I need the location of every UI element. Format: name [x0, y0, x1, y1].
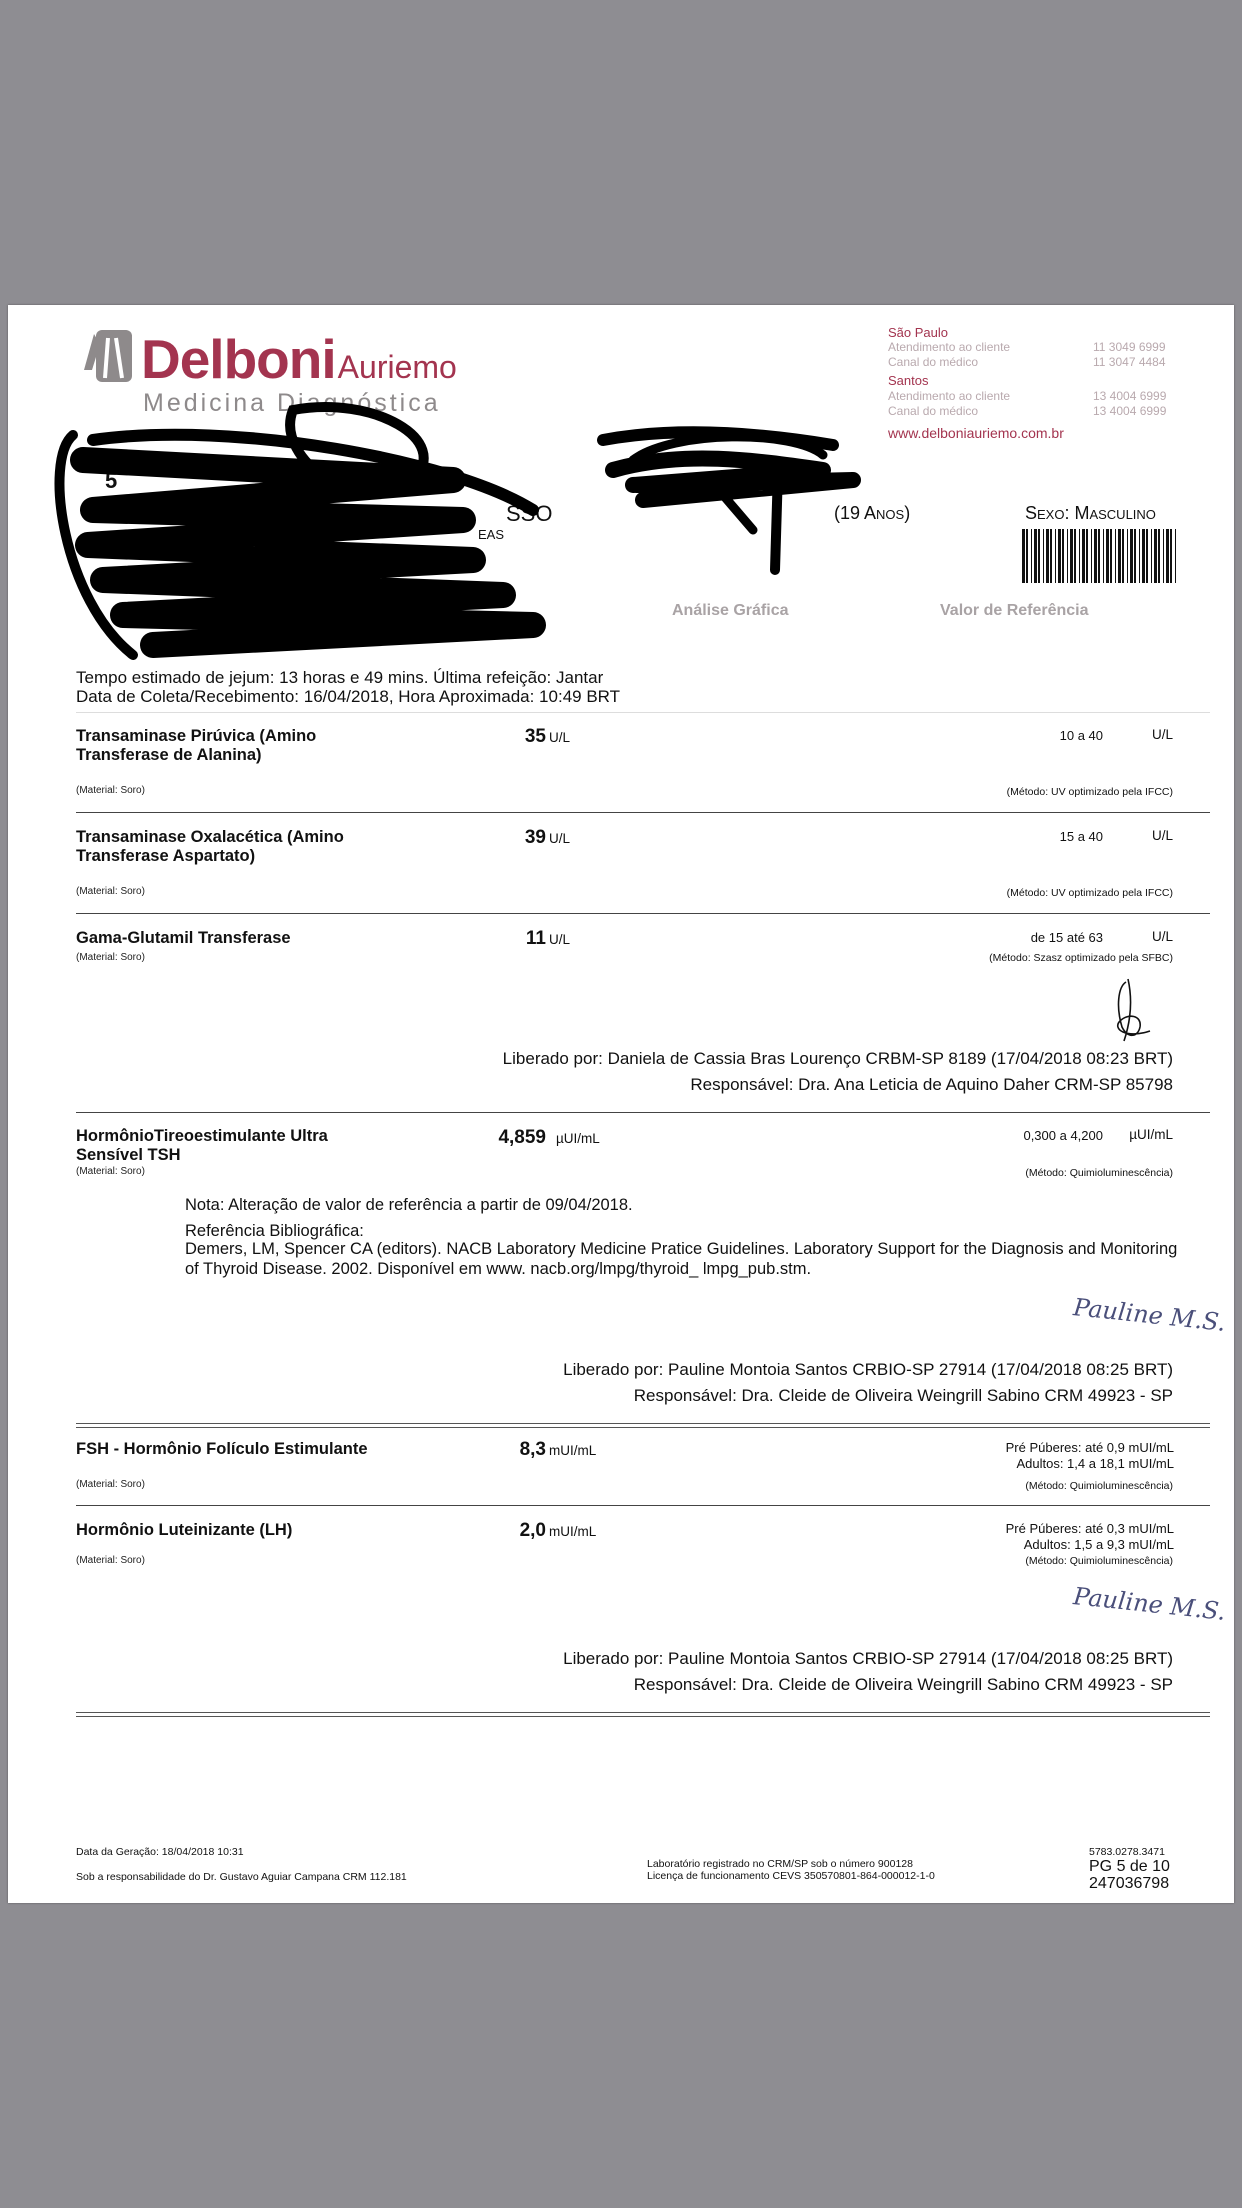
bibliography-title: Referência Bibliográfica:	[185, 1222, 364, 1240]
company-logo-text	[141, 327, 457, 391]
column-reference-heading: Valor de Referência	[940, 602, 1089, 619]
divider	[76, 1112, 1210, 1113]
material-label: (Material: Soro)	[76, 952, 145, 963]
reference-unit: U/L	[1151, 727, 1173, 742]
result-value-tsh: 4,859	[498, 1127, 546, 1148]
result-value-ggt: 11	[525, 928, 546, 949]
delboni-logo-icon	[78, 330, 134, 382]
responsibility-text: Sob a responsabilidade do Dr. Gustavo Aguiar Campana CRM 112.181	[76, 1871, 407, 1883]
material-label: (Material: Soro)	[76, 785, 145, 796]
reference-unit: U/L	[1151, 828, 1173, 843]
contact-label: Canal do médico	[888, 404, 979, 418]
method-label: (Método: UV optimizado pela IFCC)	[1006, 887, 1173, 899]
released-by: Liberado por: Pauline Montoia Santos CRBIO-SP 27914 (17/04/2018 08:25 BRT)	[563, 1649, 1173, 1668]
redaction-scribble	[33, 400, 953, 680]
responsible-doctor: Responsável: Dra. Ana Leticia de Aquino Daher CRM-SP 85798	[690, 1075, 1173, 1094]
method-label: (Método: Quimioluminescência)	[1025, 1480, 1173, 1492]
fasting-info: Tempo estimado de jejum: 13 horas e 49 mins. Última refeição: Jantar	[76, 668, 604, 687]
report-page	[8, 305, 1234, 1903]
test-name-ggt: Gama-Glutamil Transferase	[76, 929, 291, 947]
material-label: (Material: Soro)	[76, 1479, 145, 1490]
column-chart-heading: Análise Gráfica	[672, 602, 789, 619]
method-label: (Método: UV optimizado pela IFCC)	[1006, 786, 1173, 798]
lab-license: Licença de funcionamento CEVS 350570801-864-000012-1-0	[647, 1870, 935, 1882]
test-name-lh: Hormônio Luteinizante (LH)	[76, 1521, 293, 1539]
logo-sub: Auriemo	[337, 349, 457, 385]
reference-line-1: Pré Púberes: até 0,9 mUI/mL	[1005, 1440, 1174, 1455]
result-value-tgo: 39	[524, 827, 546, 848]
method-label: (Método: Szasz optimizado pela SFBC)	[989, 952, 1173, 964]
reference-range: 10 a 40	[1059, 728, 1103, 743]
patient-line2: EAS	[478, 527, 505, 542]
logo-main: Delboni	[141, 328, 336, 390]
signature-image: Pauline M.S.	[1071, 1582, 1227, 1626]
result-value-tgp: 35	[524, 726, 546, 747]
document-code: 5783.0278.3471	[1089, 1846, 1165, 1858]
material-label: (Material: Soro)	[76, 1166, 145, 1177]
result-unit: U/L	[549, 831, 571, 846]
test-name-fsh: FSH - Hormônio Folículo Estimulante	[76, 1440, 368, 1458]
contact-number: 13 4004 6999	[1093, 404, 1167, 418]
responsible-doctor: Responsável: Dra. Cleide de Oliveira Weingrill Sabino CRM 49923 - SP	[633, 1675, 1173, 1694]
note-text: Nota: Alteração de valor de referência a partir de 09/04/2018.	[185, 1196, 633, 1214]
contact-label: Atendimento ao cliente	[888, 340, 1011, 354]
responsible-doctor: Responsável: Dra. Cleide de Oliveira Weingrill Sabino CRM 49923 - SP	[633, 1386, 1173, 1405]
method-label: (Método: Quimioluminescência)	[1025, 1555, 1173, 1567]
result-value-fsh: 8,3	[519, 1439, 546, 1460]
contact-number: 11 3047 4484	[1093, 355, 1166, 369]
patient-age: (19 Anos)	[834, 503, 911, 523]
material-label: (Material: Soro)	[76, 886, 145, 897]
contact-number: 13 4004 6999	[1093, 389, 1167, 403]
logo-tagline: Medicina Diagnóstica	[143, 389, 441, 417]
reference-range: 15 a 40	[1059, 829, 1103, 844]
divider	[76, 1423, 1210, 1428]
test-name-tsh: HormônioTireoestimulante Ultra Sensível TSH	[76, 1127, 328, 1164]
divider	[76, 1712, 1210, 1717]
test-name-tgp: Transaminase Pirúvica (Amino Transferase de Alanina)	[76, 727, 317, 764]
lab-registry: Laboratório registrado no CRM/SP sob o número 900128	[647, 1858, 913, 1870]
divider	[76, 1505, 1210, 1506]
result-value-lh: 2,0	[519, 1520, 546, 1541]
contact-label: Canal do médico	[888, 355, 979, 369]
method-label: (Método: Quimioluminescência)	[1025, 1167, 1173, 1179]
collection-date: Data de Coleta/Recebimento: 16/04/2018, Hora Aproximada: 10:49 BRT	[76, 687, 621, 706]
reference-range: de 15 até 63	[1030, 930, 1103, 945]
city-sao-paulo: São Paulo	[888, 325, 948, 340]
website-link[interactable]: www.delboniauriemo.com.br	[888, 425, 1064, 441]
patient-name: SSO	[506, 501, 553, 526]
bibliography-text: Demers, LM, Spencer CA (editors). NACB Laboratory Medicine Pratice Guidelines. Laboratory Support for the Diagnosis and Monitoring of Thyroid Disease. 2002. Disponível em www. nacb.org/lmpg/thyroid_ lmpg_pub.stm.	[185, 1240, 1178, 1278]
patient-id: 5	[105, 468, 118, 493]
contact-label: Atendimento ao cliente	[888, 389, 1011, 403]
divider	[76, 913, 1210, 914]
contact-number: 11 3049 6999	[1093, 340, 1166, 354]
divider	[76, 812, 1210, 813]
page-number: PG 5 de 10	[1089, 1858, 1170, 1875]
released-by: Liberado por: Daniela de Cassia Bras Lourenço CRBM-SP 8189 (17/04/2018 08:23 BRT)	[502, 1049, 1173, 1068]
material-label: (Material: Soro)	[76, 1555, 145, 1566]
city-santos: Santos	[888, 373, 929, 388]
result-unit: mUI/mL	[549, 1443, 597, 1458]
reference-unit: U/L	[1151, 929, 1173, 944]
barcode-icon	[1022, 529, 1180, 583]
signature-image: Pauline M.S.	[1071, 1293, 1227, 1337]
reference-line-1: Pré Púberes: até 0,3 mUI/mL	[1005, 1521, 1174, 1536]
result-unit: mUI/mL	[549, 1524, 597, 1539]
reference-line-2: Adultos: 1,4 a 18,1 mUI/mL	[1016, 1456, 1174, 1471]
generation-date: Data da Geração: 18/04/2018 10:31	[76, 1846, 244, 1858]
contact-row	[888, 355, 1188, 369]
reference-unit: µUI/mL	[1129, 1127, 1173, 1142]
result-unit: U/L	[549, 730, 571, 745]
document-number: 247036798	[1089, 1875, 1170, 1892]
reference-line-2: Adultos: 1,5 a 9,3 mUI/mL	[1023, 1537, 1174, 1552]
released-by: Liberado por: Pauline Montoia Santos CRBIO-SP 27914 (17/04/2018 08:25 BRT)	[563, 1360, 1173, 1379]
test-name-tgo: Transaminase Oxalacética (Amino Transferase Aspartato)	[76, 828, 344, 865]
divider	[76, 712, 1210, 713]
contact-row	[888, 340, 1188, 354]
signature-image	[1098, 977, 1158, 1047]
result-unit: U/L	[549, 932, 571, 947]
result-unit: µUI/mL	[556, 1131, 600, 1146]
reference-range: 0,300 a 4,200	[1023, 1128, 1103, 1143]
patient-sex: Sexo: Masculino	[1025, 503, 1156, 523]
